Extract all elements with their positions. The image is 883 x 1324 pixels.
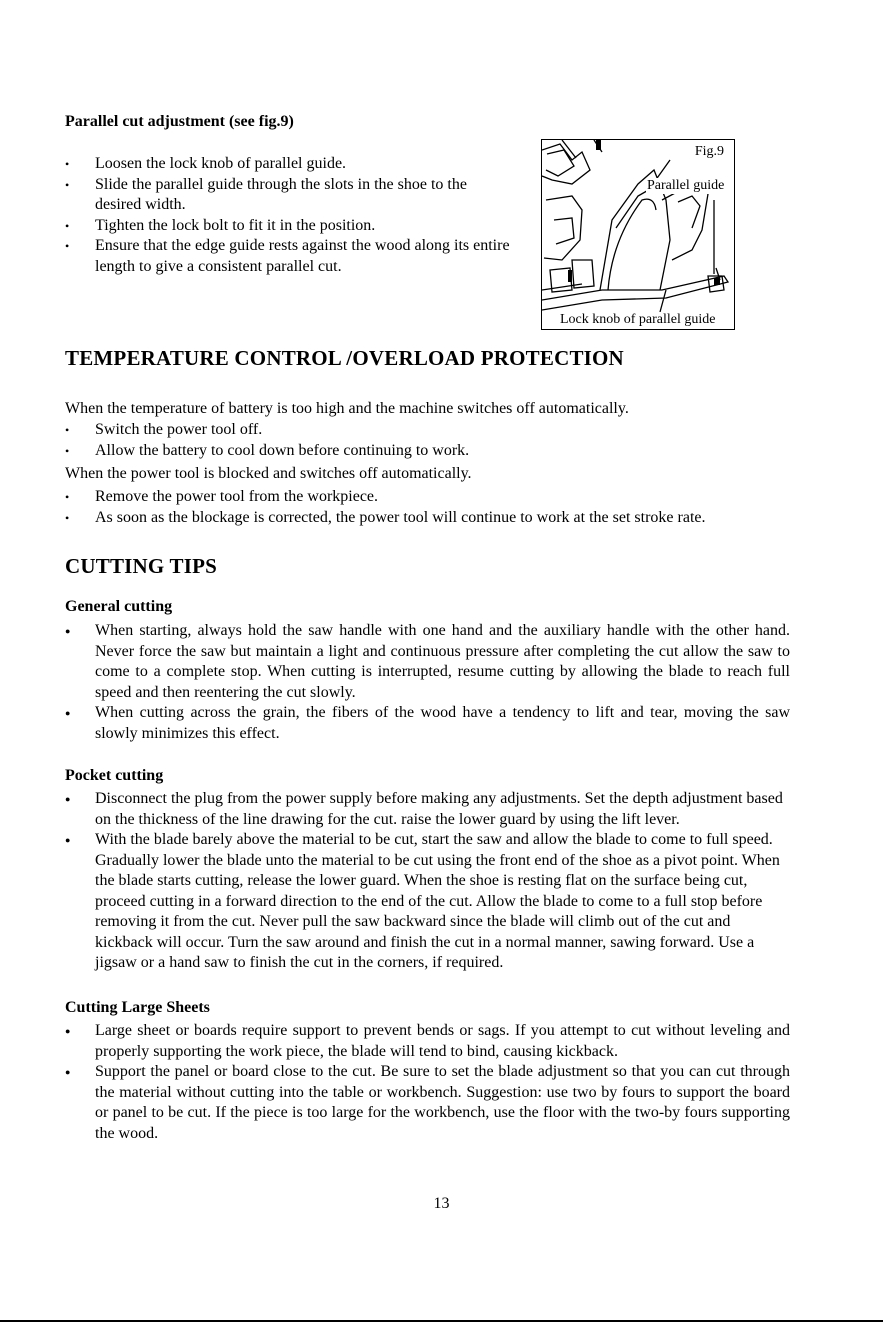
- callout-parallel-guide: Parallel guide: [647, 178, 725, 193]
- list-item: ● When starting, always hold the saw handle with one hand and the auxiliary handle with the other hand. Never force the saw but maintain a light and continuous pressure after completing the cut allow the saw to come to a complete stop. When cutting is interrupted, resume cutting by allowing the blade to reach full speed and then reentering the cut slowly.: [65, 621, 790, 703]
- figure-9: [541, 139, 735, 330]
- cutting-tips-heading: CUTTING TIPS: [65, 554, 217, 578]
- figure-label: Fig.9: [694, 144, 724, 159]
- list-item: ● When cutting across the grain, the fibers of the wood have a tendency to lift and tear, moving the saw slowly minimizes this effect.: [65, 703, 790, 744]
- list-item: • Tighten the lock bolt to fit it in the position.: [65, 216, 510, 237]
- list-item: • Slide the parallel guide through the slots in the shoe to the desired width.: [65, 175, 510, 216]
- parallel-bullets: [65, 154, 510, 277]
- list-item: ● Support the panel or board close to the cut. Be sure to set the blade adjustment so that you can cut through the material without cutting into the table or workbench. Suggestion: use two by fours to support the board or panel to be cut. If the piece is too large for the workbench, use the floor with the two-by fours supporting the wood.: [65, 1062, 790, 1144]
- callout-lock-knob: Lock knob of parallel guide: [560, 312, 716, 327]
- bottom-rule: [0, 1320, 883, 1322]
- circular-saw-illustration: [542, 140, 734, 329]
- temperature-bullets-2: [65, 487, 825, 528]
- temperature-bullets-1: [65, 420, 825, 461]
- list-item: ● With the blade barely above the material to be cut, start the saw and allow the blade to come to full speed. Gradually lower the blade unto the material to be cut using the front end of the shoe as a pivot point. When the blade starts cutting, release the lower guard. When the shoe is resting flat on the surface being cut, proceed cutting in a forward direction to the end of the cut. Allow the blade to come to a full stop before removing it from the cut. Never pull the saw backward since the blade will climb out of the cut and kickback will occur. Turn the saw around and finish the cut in a normal manner, sawing forward. Use a jigsaw or a hand saw to finish the cut in the corners, if required.: [65, 830, 790, 974]
- list-item: • Allow the battery to cool down before continuing to work.: [65, 441, 825, 462]
- pocket-cutting-title: Pocket cutting: [65, 767, 164, 784]
- list-item: ● Disconnect the plug from the power supply before making any adjustments. Set the depth adjustment based on the thickness of the line drawing for the cut. raise the lower guard by using the lift lever.: [65, 789, 790, 830]
- list-item: • Loosen the lock knob of parallel guide.: [65, 154, 510, 175]
- list-item: ● Large sheet or boards require support to prevent bends or sags. If you attempt to cut without leveling and properly supporting the work piece, the blade will tend to bind, causing kickback.: [65, 1021, 790, 1062]
- page-number: 13: [433, 1195, 450, 1212]
- temperature-heading: TEMPERATURE CONTROL /OVERLOAD PROTECTION: [65, 346, 624, 370]
- general-cutting-bullets: [65, 621, 790, 744]
- list-item: • As soon as the blockage is corrected, the power tool will continue to work at the set stroke rate.: [65, 508, 825, 529]
- parallel-heading: Parallel cut adjustment (see fig.9): [65, 113, 294, 130]
- large-sheets-bullets: [65, 1021, 790, 1144]
- list-item: • Switch the power tool off.: [65, 420, 825, 441]
- list-item: • Ensure that the edge guide rests against the wood along its entire length to give a consistent parallel cut.: [65, 236, 510, 277]
- list-item: • Remove the power tool from the workpiece.: [65, 487, 825, 508]
- temperature-line-1: When the temperature of battery is too high and the machine switches off automatically.: [65, 400, 629, 417]
- large-sheets-title: Cutting Large Sheets: [65, 999, 210, 1016]
- general-cutting-title: General cutting: [65, 598, 173, 615]
- temperature-line-2: When the power tool is blocked and switches off automatically.: [65, 465, 472, 482]
- pocket-cutting-bullets: [65, 789, 790, 974]
